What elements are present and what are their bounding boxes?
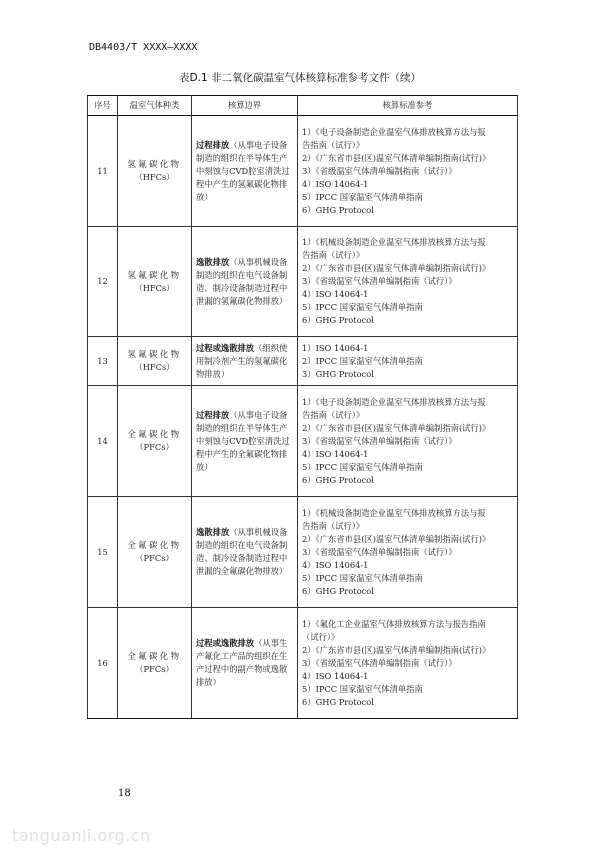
reference-item: 2）《广东省市县(区)温室气体清单编制指南(试行)》 [302,263,491,273]
reference-item: 4）ISO 14064-1 [302,448,369,459]
gas-type-abbreviation: （HFCs） [134,362,175,372]
table-row [88,497,518,608]
document-code: DB4403/T XXXX—XXXX [89,42,198,53]
gas-type-cell [118,386,192,497]
boundary-type: 过程或逸散排放 [196,638,255,648]
gas-type-name: 全氟碳化物 [127,429,182,439]
reference-item: 2）《广东省市县(区)温室气体清单编制指南(试行)》 [302,152,491,163]
table-header-row [88,96,518,116]
gas-type-name: 全氟碳化物 [127,540,182,550]
reference-item: 3）《省级温室气体清单编制指南（试行）》 [302,276,457,286]
gas-type-cell [118,116,192,227]
boundary-description: （从事机械设备制造的组织在电气设备制造、制冷设备制造过程中泄漏的全氟碳化物排放） [196,527,288,576]
reference-item: （试行）》 [302,631,340,642]
gas-type-name: 氢氟碳化物 [127,269,182,280]
boundary-type: 逸散排放 [196,527,230,537]
boundary-type: 过程排放 [196,139,230,150]
reference-item: 6）GHG Protocol [302,585,374,596]
column-header-gas: 温室气体种类 [118,96,192,116]
row-number: 16 [88,608,118,719]
standard-references-cell [298,337,518,386]
reference-item: 5）IPCC 国家温室气体清单指南 [302,191,423,202]
accounting-boundary-cell [192,608,298,719]
boundary-description: （从事生产氟化工产品的组织在生产过程中的副产物或逸散排放） [196,638,288,687]
accounting-boundary-cell [192,337,298,386]
reference-item: 5）IPCC 国家温室气体清单指南 [302,461,423,472]
standard-references-cell [298,386,518,497]
boundary-description: （从事电子设备制造的组织在半导体生产中刻蚀与CVD腔室清洗过程中产生的氢氟碳化物排放） [196,139,290,202]
gas-type-abbreviation: （HFCs） [134,172,175,182]
reference-item: 告指南（试行）》 [302,520,365,531]
accounting-boundary-cell [192,116,298,227]
reference-item: 2）《广东省市县(区)温室气体清单编制指南(试行)》 [302,422,491,433]
reference-table [87,95,518,719]
row-number: 15 [88,497,118,608]
gas-type-name: 氢氟碳化物 [127,159,182,169]
table-title: 表D.1 非二氧化碳温室气体核算标准参考文件（续） [179,72,421,84]
reference-item: 1）《氟化工企业温室气体排放核算方法与报告指南 [302,618,486,629]
gas-type-cell [118,227,192,337]
table-row [88,608,518,719]
boundary-type: 过程排放 [196,409,230,420]
gas-type-cell [118,608,192,719]
gas-type-abbreviation: （PFCs） [135,664,174,674]
standard-references-cell [298,608,518,719]
table-row [88,116,518,227]
reference-item: 5）IPCC 国家温室气体清单指南 [302,683,423,694]
accounting-boundary-cell [192,227,298,337]
reference-item: 6）GHG Protocol [302,696,374,707]
reference-item: 1）《机械设备制造企业温室气体排放核算方法与报 [302,237,486,247]
watermark: tanguanli.org.cn [12,826,151,845]
boundary-type: 过程或逸散排放 [196,342,255,353]
gas-type-cell [118,337,192,386]
column-header-scope: 核算边界 [192,96,298,116]
table-row [88,386,518,497]
gas-type-name: 氢氟碳化物 [127,349,182,359]
standard-references-cell [298,116,518,227]
reference-item: 5）IPCC 国家温室气体清单指南 [302,302,423,312]
gas-type-name: 全氟碳化物 [127,651,182,661]
reference-item: 3）《省级温室气体清单编制指南（试行）》 [302,657,457,668]
accounting-boundary-cell [192,386,298,497]
reference-item: 1）《电子设备制造企业温室气体排放核算方法与报 [302,396,486,407]
column-header-no: 序号 [88,96,118,116]
gas-type-cell [118,497,192,608]
row-number: 14 [88,386,118,497]
boundary-type: 逸散排放 [196,256,230,267]
reference-item: 2）《广东省市县(区)温室气体清单编制指南(试行)》 [302,644,491,655]
boundary-description: （从事电子设备制造的组织在半导体生产中刻蚀与CVD腔室清洗过程中产生的全氟碳化物排放） [196,409,290,472]
reference-item: 4）ISO 14064-1 [302,559,369,570]
boundary-description: （组织使用制冷剂产生的氢氟碳化物排放） [196,342,288,379]
reference-item: 3）《省级温室气体清单编制指南（试行）》 [302,546,457,557]
reference-item: 4）ISO 14064-1 [302,670,369,681]
column-header-refs: 核算标准参考 [298,96,518,116]
reference-item: 2）IPCC 国家温室气体清单指南 [302,355,423,366]
reference-item: 告指南（试行）》 [302,139,365,150]
reference-item: 告指南（试行）》 [302,250,365,260]
reference-item: 1）《电子设备制造企业温室气体排放核算方法与报 [302,126,486,137]
reference-item: 3）《省级温室气体清单编制指南（试行）》 [302,165,457,176]
table-row [88,337,518,386]
reference-item: 3）《省级温室气体清单编制指南（试行）》 [302,435,457,446]
reference-item: 4）ISO 14064-1 [302,178,369,189]
reference-item: 5）IPCC 国家温室气体清单指南 [302,572,423,583]
reference-item: 6）GHG Protocol [302,474,374,485]
reference-item: 6）GHG Protocol [302,204,374,215]
reference-item: 6）GHG Protocol [302,315,374,325]
reference-item: 1）《机械设备制造企业温室气体排放核算方法与报 [302,507,486,518]
row-number: 13 [88,337,118,386]
table-row [88,227,518,337]
gas-type-abbreviation: （PFCs） [135,442,174,452]
reference-item: 4）ISO 14064-1 [302,289,369,299]
reference-item: 告指南（试行）》 [302,409,365,420]
gas-type-abbreviation: （PFCs） [135,553,174,563]
page-number: 18 [118,788,131,799]
row-number: 11 [88,116,118,227]
row-number: 12 [88,227,118,337]
gas-type-abbreviation: （HFCs） [134,282,175,293]
reference-item: 1）ISO 14064-1 [302,342,369,353]
standard-references-cell [298,497,518,608]
boundary-description: （从事机械设备制造的组织在电气设备制造、制冷设备制造过程中泄漏的氢氟碳化物排放） [196,256,288,306]
standard-references-cell [298,227,518,337]
reference-item: 3）GHG Protocol [302,368,374,379]
accounting-boundary-cell [192,497,298,608]
reference-item: 2）《广东省市县(区)温室气体清单编制指南(试行)》 [302,533,491,544]
